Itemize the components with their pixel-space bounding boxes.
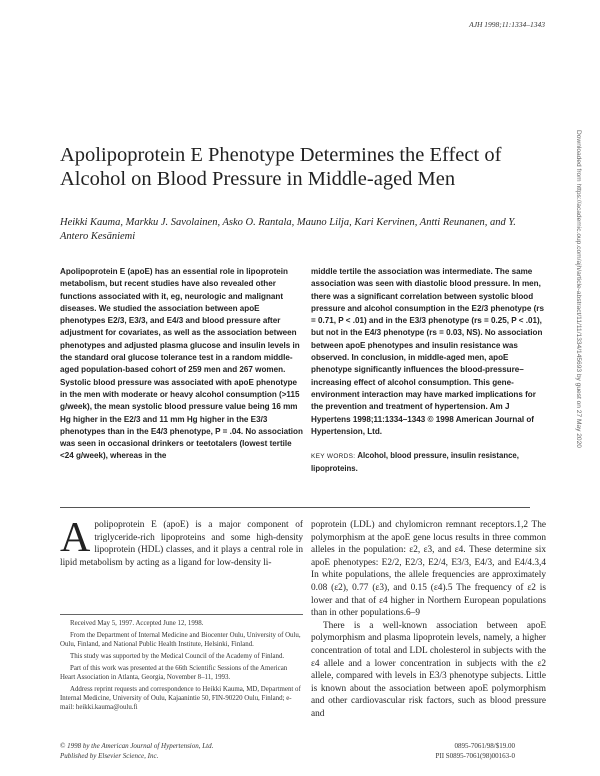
body-paragraph-2: There is a well-known association between apoE polymorphism and plasma lipoprotein levels, namely, a higher concentration of total and LDL cholesterol in subjects with the ε4 allele and a lower concentration in subjects with the ε2 allele, compared with levels in E3/3 phenotype subjects. Little is known about the association between apoE polymorphism and other cardiovascular risk factors, such as blood pressure and — [311, 620, 546, 719]
keywords-text: Alcohol, blood pressure, insulin resistance, lipoproteins. — [311, 451, 519, 474]
footer-copyright-line: © 1998 by the American Journal of Hypertension, Ltd. — [60, 742, 214, 750]
intro-paragraph — [60, 515, 303, 569]
keywords-label: KEY WORDS: — [311, 453, 356, 461]
dropcap-letter: A — [60, 515, 91, 561]
footnote-correspondence: Address reprint requests and correspondence to Heikki Kauma, MD, Department of Internal Medicine, University of Oulu, Kajaanintie 50, FIN-90220 Oulu, Finland; e-mail: heikki.kauma@oulu.fi — [60, 686, 301, 711]
journal-reference: AJH 1998;11:1334–1343 — [469, 20, 545, 29]
author-list: Heikki Kauma, Markku J. Savolainen, Asko O. Rantala, Mauno Lilja, Kari Kervinen, Antti Reunanen, and Y. Antero Kesäniemi — [60, 217, 516, 242]
footer-issn: 0895-7061/98/$19.00 — [454, 742, 515, 750]
abstract-left-text: Apolipoprotein E (apoE) has an essential role in lipoprotein metabolism, but recent studies have also revealed other functions associated with it, eg, neurologic and malignant diseases. We studied the association between apoE phenotypes E2/3, E3/3, and E4/3 and blood pressure after adjustment for covariates, as well as the association between phenotypes and adjusted plasma glucose and insulin levels in the standard oral glucose tolerance test in a random middle-aged population-based cohort of 259 men and 267 women. Systolic blood pressure was associated with apoE phenotype in the men with moderate or heavy alcohol consumption (>115 g/week), the mean systolic blood pressure value being 16 mm Hg higher in the E2/3 and 11 mm Hg higher in the E3/3 phenotypes than in the E4/3 phenotype, P = .04. No association was seen in occasional drinkers or teetotalers (lowest tertile <24 g/week), whereas in the — [60, 267, 303, 461]
footnote-funding: This study was supported by the Medical Council of the Academy of Finland. — [70, 653, 285, 660]
intro-text: polipoprotein E (apoE) is a major component of triglyceride-rich lipoproteins and some high-density lipoprotein (HDL) classes, and it plays a central role in lipid metabolism by acting as a ligand for low-density li- — [60, 520, 303, 568]
abstract-divider — [60, 507, 530, 508]
footnote-affiliation: From the Department of Internal Medicine and Biocenter Oulu, University of Oulu, Oulu, Finland, and National Public Health Institute, Helsinki, Finland. — [60, 632, 301, 648]
download-watermark — [572, 130, 586, 730]
download-note-text: Downloaded from https://academic.oup.com/ajh/article-abstract/11/11/1334/145693 by guest on 27 May 2020 — [575, 130, 582, 448]
abstract-right-text: middle tertile the association was intermediate. The same association was seen with diastolic blood pressure. In men, there was a significant correlation between systolic blood pressure and alcohol consumption in the E2/3 phenotype (rs = 0.71, P < .01) and in the E3/3 phenotype (rs = 0.25, P < .01), but not in the E4/3 phenotype (rs = 0.03, NS). No association between apoE phenotypes and insulin resistance was observed. In conclusion, in middle-aged men, apoE phenotype significantly influences the blood-pressure–increasing effect of alcohol consumption. This gene-environment interaction may have marked implications for the prevention and treatment of hypertension. Am J Hypertens 1998;11:1334–1343 © 1998 American Journal of Hypertension, Ltd. — [311, 267, 544, 436]
footnote-received: Received May 5, 1997. Accepted June 12, 1998. — [70, 620, 204, 627]
footer-identifiers — [435, 742, 515, 761]
article-title: Apolipoprotein E Phenotype Determines the Effect of Alcohol on Blood Pressure in Middle-aged Men — [60, 144, 502, 190]
footnote-separator — [60, 614, 303, 615]
footer-pii: PII S0895-7061(98)00163-0 — [435, 751, 515, 760]
abstract-left-column — [60, 266, 303, 463]
body-paragraph-1: poprotein (LDL) and chylomicron remnant receptors.1,2 The polymorphism at the apoE gene locus results in three common alleles in the population: ε2, ε3, and ε4. These determine six apoE phenotypes: E2/2, E2/3, E2/4, E3/3, E4/3, and E4/4.3,4 In white populations, the allele frequencies are approximately 0.08 (ε2), 0.77 (ε3), and 0.15 (ε4).5 The frequency of ε2 is lower and that of ε4 higher in Northern European populations than in other populations.6–9 — [311, 520, 546, 619]
footer-copyright — [60, 742, 213, 761]
footer-publisher-line: Published by Elsevier Science, Inc. — [60, 751, 159, 760]
footnote-presentation: Part of this work was presented at the 66th Scientific Sessions of the American Heart Association in Atlanta, Georgia, November 8–11, 1993. — [60, 665, 288, 681]
abstract-right-column — [311, 266, 546, 476]
body-right-column — [311, 519, 546, 721]
keywords — [311, 450, 546, 476]
footnotes — [60, 614, 303, 715]
body-left-column — [60, 515, 303, 569]
